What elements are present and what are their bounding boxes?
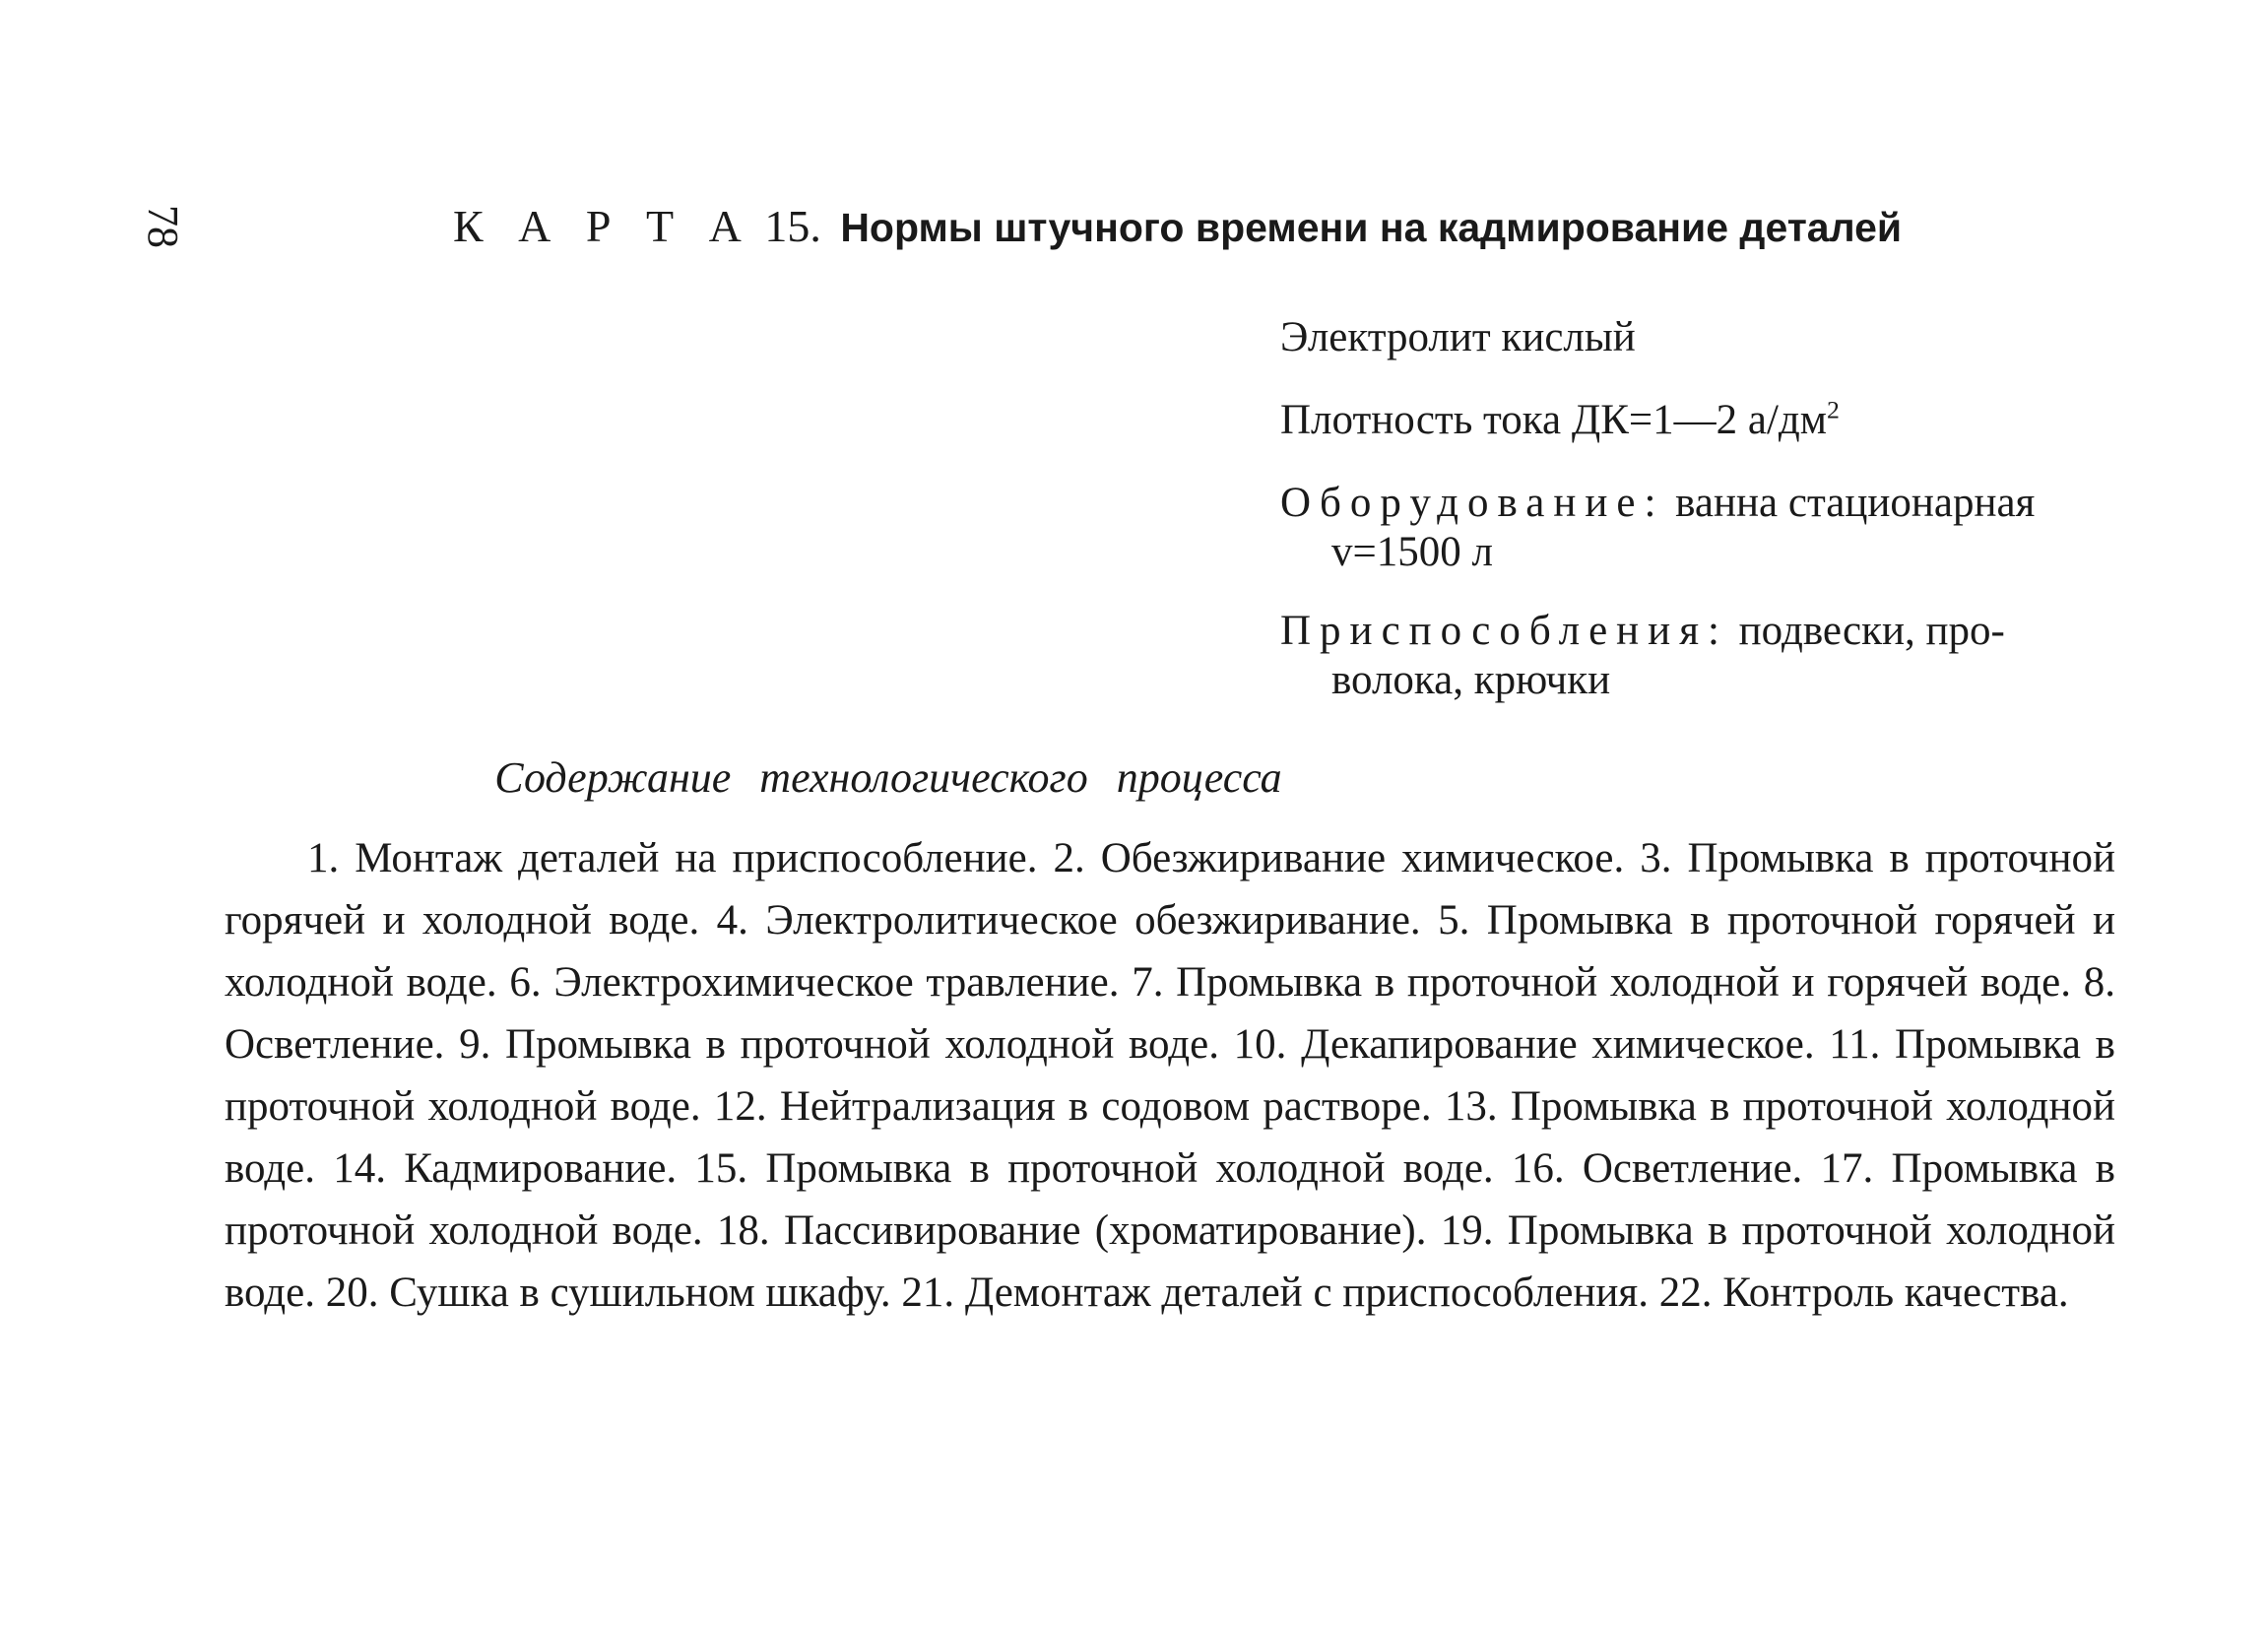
- equipment-volume: v=1500 л: [1331, 529, 1493, 575]
- process-description: 1. Монтаж деталей на приспособление. 2. Обезжиривание химическое. 3. Промывка в проточной горячей и холодной воде. 4. Электролитическое обезжиривание. 5. Промывка в проточной горячей и холодной воде. 6. Электрохимическое травление. 7. Промывка в проточной холодной и горячей воде. 8. Осветление. 9. Промывка в проточной холодной воде. 10. Декапирование химическое. 11. Промывка в проточной холодной воде. 12. Нейтрализация в содовом растворе. 13. Промывка в проточной холодной воде. 14. Кадмирование. 15. Промывка в проточной холодной воде. 16. Осветление. 17. Промывка в проточной холодной воде. 18. Пассивирование (хроматирование). 19. Промывка в проточной холодной воде. 20. Сушка в сушильном шкафу. 21. Демонтаж деталей с приспособления. 22. Контроль качества.: [225, 835, 2115, 1316]
- title-card-label: К А Р Т А: [453, 201, 753, 251]
- current-density-superscript: 2: [1827, 395, 1840, 424]
- current-density-spec: [1280, 396, 2147, 445]
- page-title: [453, 197, 2029, 257]
- equipment-value: ванна стационарная: [1675, 480, 2036, 526]
- fixtures-value-line1: подвески, про-: [1738, 608, 2005, 654]
- title-main-text: Нормы штучного времени на кадмирование деталей: [840, 205, 1903, 250]
- equipment-spec: [1280, 479, 2147, 528]
- electrolyte-spec: Электролит кислый: [1280, 314, 1636, 360]
- process-heading: Содержание технологического процесса: [494, 753, 1282, 802]
- title-card-number: 15.: [764, 201, 821, 251]
- fixtures-value-line2: волока, крючки: [1331, 657, 1611, 703]
- current-density-text: Плотность тока ДК=1—2 а/дм: [1280, 397, 1827, 443]
- process-specs: [1280, 313, 2147, 705]
- fixtures-spec: [1280, 607, 2147, 656]
- page-number: 78: [139, 205, 187, 248]
- fixtures-label: Приспособления:: [1280, 608, 1728, 654]
- equipment-label: Оборудование:: [1280, 480, 1665, 526]
